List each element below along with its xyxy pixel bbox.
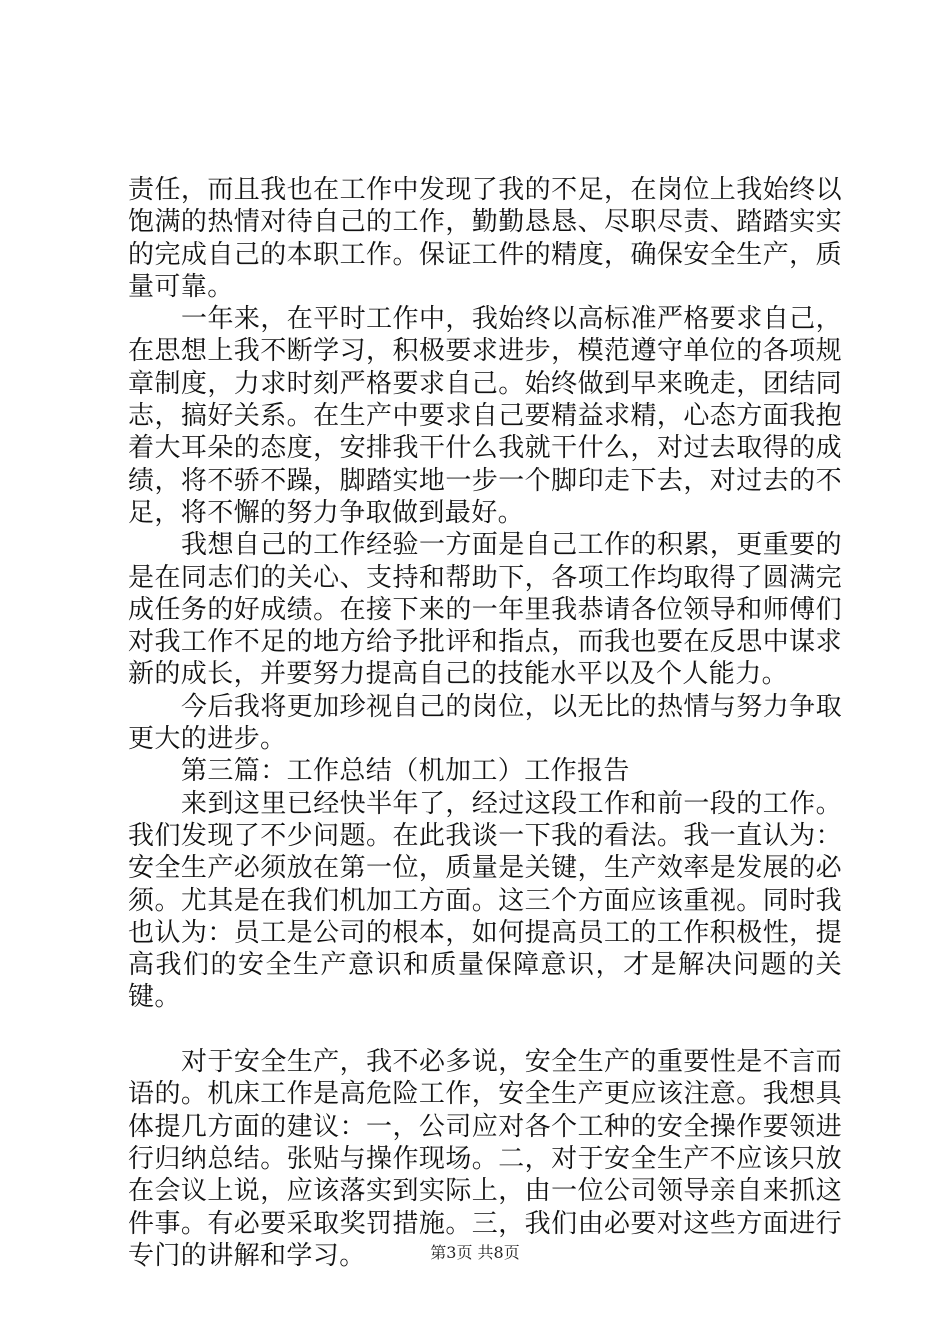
paragraph-work-attitude: 一年来，在平时工作中，我始终以高标准严格要求自己，在思想上我不断学习，积极要求进步，模范遵守单位的各项规章制度，力求时刻严格要求自己。始终做到早来晚走，团结同志，搞好关系。在生产中要求自己要精益求精，心态方面我抱着大耳朵的态度，安排我干什么我就干什么，对过去取得的成绩，将不骄不躁，脚踏实地一步一个脚印走下去，对过去的不足，将不懈的努力争取做到最好。 <box>128 304 842 528</box>
paragraph-observations: 来到这里已经快半年了，经过这段工作和前一段的工作。我们发现了不少问题。在此我谈一下我的看法。我一直认为：安全生产必须放在第一位，质量是关键，生产效率是发展的必须。尤其是在我们机加工方面。这三个方面应该重视。同时我也认为：员工是公司的根本，如何提高员工的工作积极性，提高我们的安全生产意识和质量保障意识，才是解决问题的关键。 <box>128 788 842 1013</box>
page-footer: 第3页 共8页 <box>430 1243 520 1262</box>
paragraph-continuation: 责任，而且我也在工作中发现了我的不足，在岗位上我始终以饱满的热情对待自己的工作，勤勤恳恳、尽职尽责、踏踏实实的完成自己的本职工作。保证工件的精度，确保安全生产，质量可靠。 <box>128 175 842 302</box>
paragraph-safety: 对于安全生产，我不必多说，安全生产的重要性是不言而语的。机床工作是高危险工作，安全生产更应该注意。我想具体提几方面的建议：一，公司应对各个工种的安全操作要领进行归纳总结。张贴与操作现场。二，对于安全生产不应该只放在会议上说，应该落实到实际上，由一位公司领导亲自来抓这件事。有必要采取奖罚措施。三，我们由必要对这些方面进行专门的讲解和学习。 <box>128 1047 842 1271</box>
document-body <box>128 174 842 1272</box>
paragraph-experience: 我想自己的工作经验一方面是自己工作的积累，更重要的是在同志们的关心、支持和帮助下，各项工作均取得了圆满完成任务的好成绩。在接下来的一年里我恭请各位领导和师傅们对我工作不足的地方给予批评和指点，而我也要在反思中谋求新的成长，并要努力提高自己的技能水平以及个人能力。 <box>128 530 842 690</box>
paragraph-spacer <box>128 1014 842 1046</box>
section-heading: 第三篇：工作总结（机加工）工作报告 <box>181 756 630 787</box>
paragraph-future: 今后我将更加珍视自己的岗位，以无比的热情与努力争取更大的进步。 <box>128 691 842 755</box>
